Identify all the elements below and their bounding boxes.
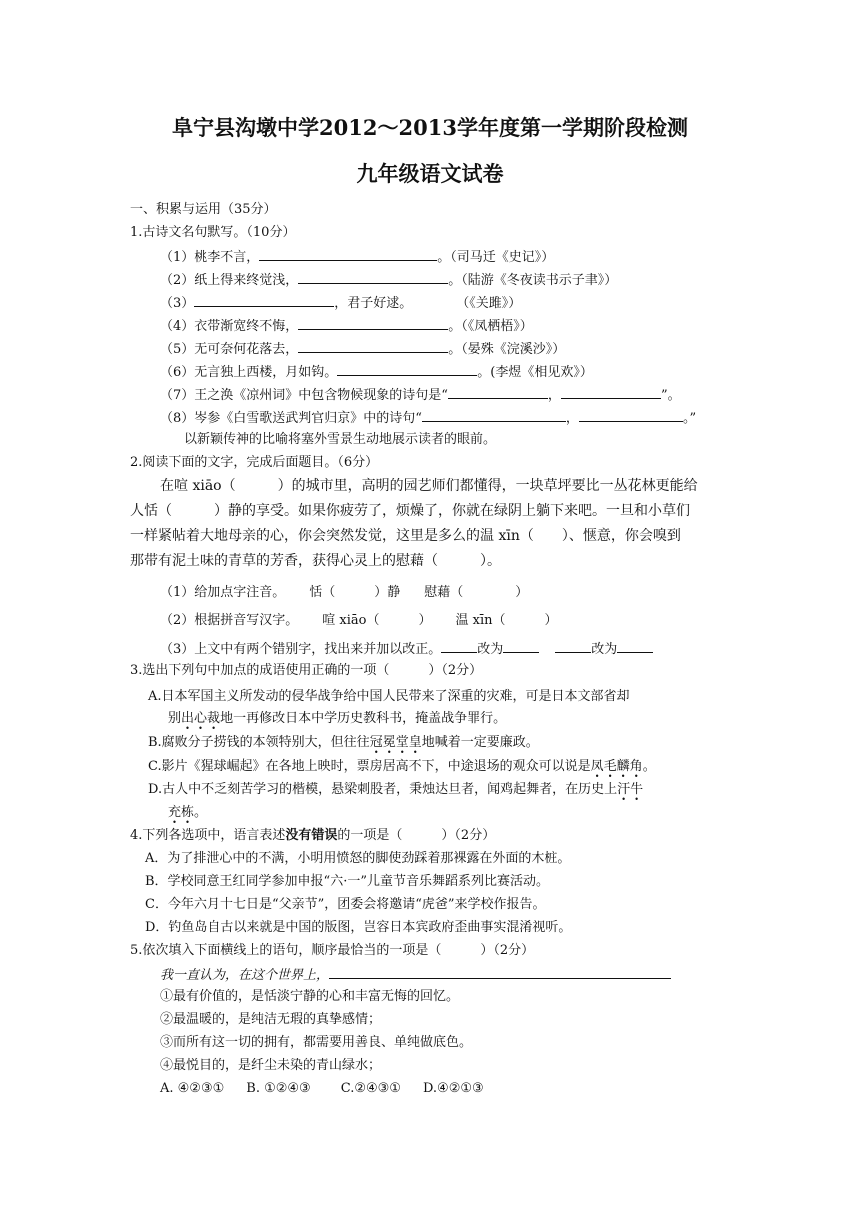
- section-heading: 一、积累与运用（35分）: [130, 202, 277, 217]
- q5-options: [160, 1082, 484, 1095]
- q3-option-c: C.影片《猩球崛起》在各地上映时，票房居高不下，中途退场的观众可以说是凤毛麟角。: [148, 759, 656, 774]
- q2-stem: 2.阅读下面的文字，完成后面题目。（6分）: [130, 455, 379, 470]
- q5-sentence-4: ④最悦目的，是纤尘未染的青山绿水；: [160, 1058, 382, 1073]
- q3-option-a-line-2: 别出心裁地一再修改日本中学历史教科书，掩盖战争罪行。: [168, 711, 507, 726]
- q1-item-7: （7）王之涣《凉州词》中包含物候现象的诗句是“ ， ”。: [160, 388, 681, 403]
- q4-option-a: A．为了排泄心中的不满，小明用愤怒的脚使劲踩着那裸露在外面的木桩。: [145, 851, 571, 866]
- q3-option-b-dotted: 冠冕堂皇: [369, 735, 422, 750]
- exam-subtitle: 九年级语文试卷: [356, 161, 504, 186]
- q1-item-5: （5）无可奈何花落去， 。（晏殊《浣溪沙》）: [160, 342, 566, 357]
- q3-option-b: B.腐败分子捞钱的本领特别大，但往往冠冕堂皇地喊着一定要廉政。: [148, 735, 539, 750]
- exam-title: 阜宁县沟墩中学2012～2013学年度第一学期阶段检测: [172, 115, 688, 140]
- q4-option-c: C．今年六月十七日是“父亲节”，团委会将邀请“虎爸”来学校作报告。: [145, 897, 546, 912]
- q4-option-b: B．学校同意王红同学参加申报“六·一”儿童节音乐舞蹈系列比赛活动。: [145, 874, 549, 889]
- q5-sentence-1: ①最有价值的，是恬淡宁静的心和丰富无悔的回忆。: [160, 989, 460, 1004]
- q5-option-c: C.②④③①: [340, 1081, 401, 1096]
- q1-item-6: （6）无言独上西楼，月如钩。 。(李煜《相见欢》）: [160, 365, 593, 380]
- q3-option-a-dotted: 出心裁: [181, 711, 221, 726]
- q2-passage-line-3: 一样紧帖着大地母亲的心，你会突然发觉，这里是多么的温 xīn（ ）、惬意，你会嗅到: [130, 528, 681, 544]
- q1-item-2: （2）纸上得来终觉浅， 。（陆游《冬夜读书示子聿》）: [160, 273, 618, 288]
- q1-item-8-continued: 以新颖传神的比喻将塞外雪景生动地展示读者的眼前。: [184, 432, 497, 447]
- q3-option-a-line-1: A.日本军国主义所发动的侵华战争给中国人民带来了深重的灾难，可是日本文部省却: [148, 689, 630, 704]
- q4-option-d: D．钓鱼岛自古以来就是中国的版图，岂容日本宾政府歪曲事实混淆视听。: [145, 920, 572, 935]
- q1-item-1: （1）桃李不言， 。（司马迁《史记》）: [160, 250, 555, 265]
- q2-passage-line-1: 在喧 xiāo（ ）的城市里，高明的园艺师们都懂得，一块草坪要比一丛花林更能给: [160, 478, 698, 494]
- q3-option-d-line-1: D.古人中不乏刻苦学习的楷模，悬梁刺股者，秉烛达旦者，闻鸡起舞者，在历史上汗牛: [148, 782, 644, 797]
- q5-sentence-2: ②最温暖的，是纯洁无瑕的真挚感情；: [160, 1012, 382, 1027]
- q3-option-c-dotted: 凤毛麟角: [590, 759, 643, 774]
- q1-item-4: （4）衣带渐宽终不悔， 。（《凤栖梧》）: [160, 319, 533, 334]
- q1-item-3: （3） ，君子好逑。 （《关雎》）: [160, 296, 522, 311]
- q5-stem: 5.依次填入下面横线上的语句，顺序最恰当的一项是（ ）（2分）: [130, 943, 535, 958]
- q5-option-d: D.④②①③: [422, 1081, 484, 1096]
- q3-option-d-dotted-1: 汗牛: [617, 782, 644, 797]
- q5-option-b: B. ①②④③: [246, 1081, 311, 1096]
- q2-passage-line-2: 人恬（ ）静的享受。如果你疲劳了，烦燥了，你就在绿阴上躺下来吧。一旦和小草们: [130, 503, 690, 519]
- q5-lead: 我一直认为，在这个世界上，: [160, 967, 671, 982]
- q2-sub-3: （3）上文中有两个错别字，找出来并加以改正。 改为 改为: [160, 641, 653, 656]
- q5-sentence-3: ③而所有这一切的拥有，都需要用善良、单纯做底色。: [160, 1035, 473, 1050]
- q1-item-8: （8）岑参《白雪歌送武判官归京》中的诗句“ ， 。”: [160, 411, 697, 426]
- q3-option-d-line-2: 充栋。: [168, 805, 208, 820]
- q4-stem: 4.下列各选项中，语言表述没有错误的一项是（ ）（2分）: [130, 828, 496, 843]
- q2-sub-2: （2）根据拼音写汉字。 喧 xiāo（ ） 温 xīn（ ）: [160, 613, 558, 628]
- q2-passage-line-4: 那带有泥土味的青草的芳香，获得心灵上的慰藉（ ）。: [130, 553, 501, 569]
- q3-option-d-dotted-2: 充栋: [168, 805, 195, 820]
- q2-sub-1: （1）给加点字注音。 恬（ ）静 慰藉（ ）: [160, 585, 529, 600]
- q3-stem: 3.选出下列句中加点的成语使用正确的一项（ ）（2分）: [130, 663, 483, 678]
- q5-option-a: A. ④②③①: [160, 1081, 225, 1096]
- q1-stem: 1.古诗文名句默写。（10分）: [130, 225, 296, 240]
